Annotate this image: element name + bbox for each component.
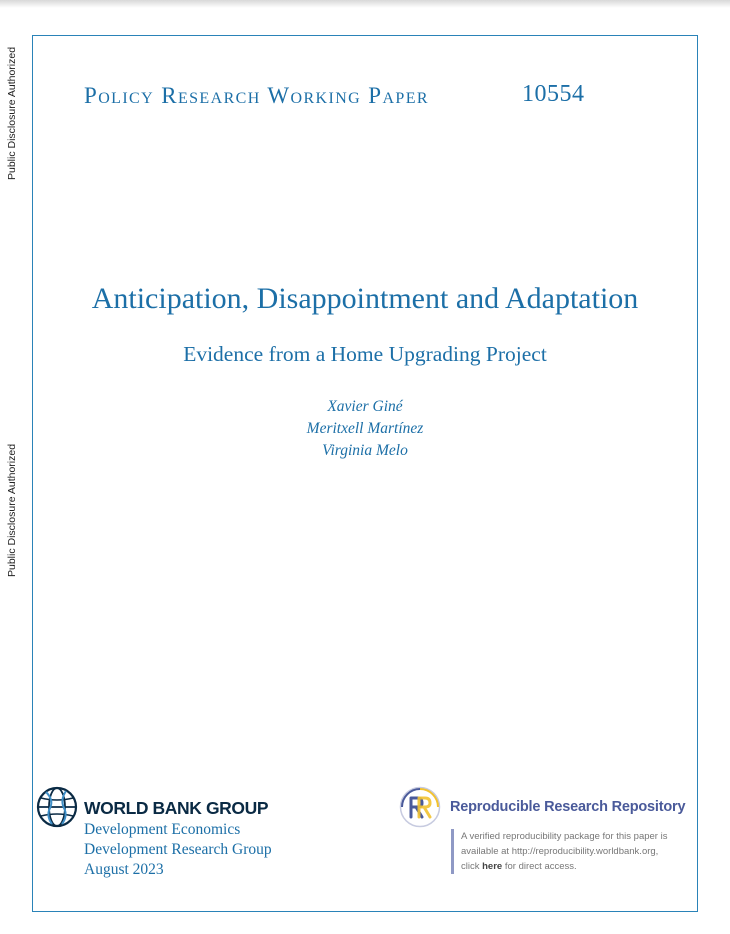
repository-note-prefix: click: [461, 861, 483, 872]
department-line: Development Research Group: [84, 841, 272, 858]
disclosure-label-middle: Public Disclosure Authorized: [6, 443, 18, 577]
paper-number: 10554: [522, 81, 585, 107]
repository-note: [451, 829, 711, 874]
repository-note-line: A verified reproducibility package for this paper is: [461, 831, 668, 842]
publication-date: August 2023: [84, 861, 164, 878]
series-title: Policy Research Working Paper: [84, 83, 429, 108]
top-shadow: [0, 0, 730, 8]
disclosure-label-top: Public Disclosure Authorized: [6, 46, 18, 180]
paper-title: Anticipation, Disappointment and Adaptation: [91, 282, 639, 315]
repository-note-line: [461, 859, 711, 874]
repository-note-suffix: for direct access.: [502, 861, 577, 872]
cover-frame: [32, 35, 698, 912]
repository-title: Reproducible Research Repository: [450, 799, 686, 815]
paper-subtitle: Evidence from a Home Upgrading Project: [183, 342, 547, 366]
repository-here-link[interactable]: here: [482, 861, 503, 872]
globe-icon: [36, 786, 78, 828]
world-bank-group-wordmark: WORLD BANK GROUP: [84, 797, 269, 818]
author-name: Xavier Giné: [327, 398, 403, 415]
author-name: Virginia Melo: [322, 442, 408, 459]
department-line: Development Economics: [84, 821, 241, 838]
author-name: Meritxell Martínez: [306, 420, 424, 437]
repository-note-line: available at http://reproducibility.worldbank.org,: [461, 846, 659, 857]
reproducible-research-logo-icon: [399, 786, 441, 828]
department-info: [84, 820, 272, 880]
author-list: [40, 396, 690, 462]
